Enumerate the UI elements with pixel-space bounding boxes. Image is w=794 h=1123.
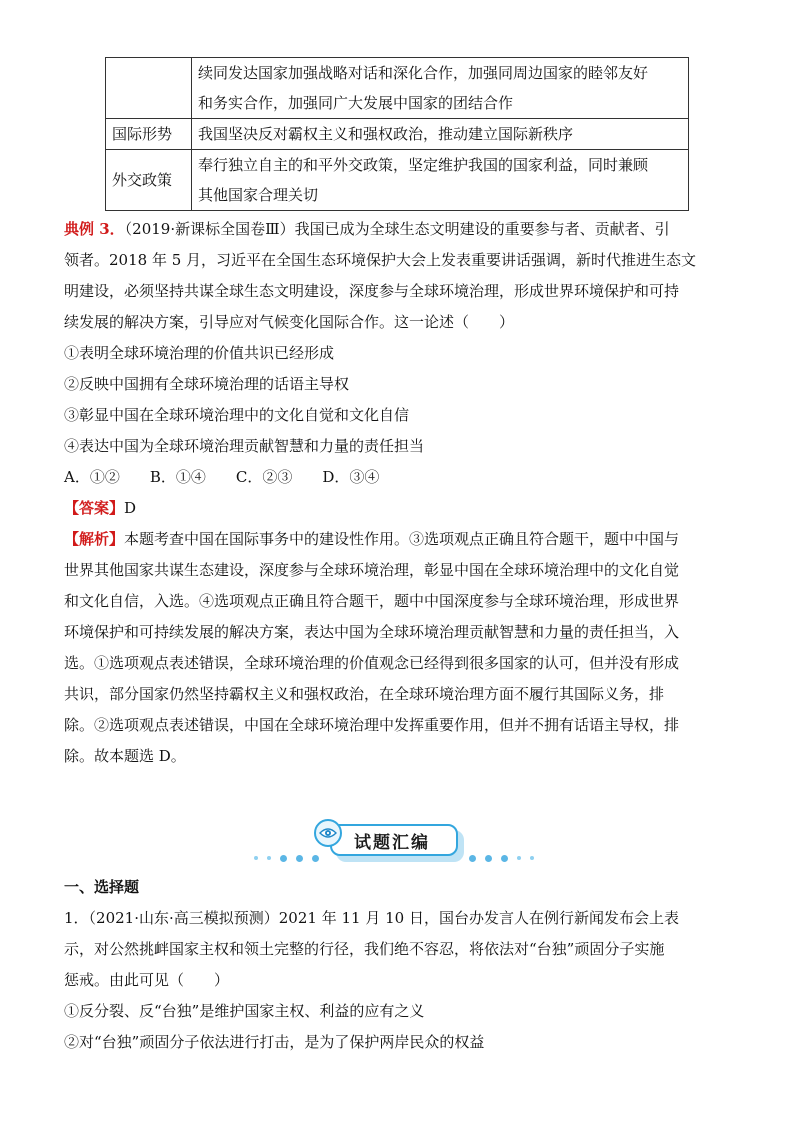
- example-label: 典例 3．: [64, 220, 125, 238]
- option-item: ②对“台独”顽固分子依法进行打击，是为了保护两岸民众的权益: [64, 1033, 485, 1051]
- table-row-key: [106, 58, 192, 119]
- analysis-line: 选。①选项观点表述错误，全球环境治理的价值观念已经得到很多国家的认可，但并没有形成: [64, 654, 680, 672]
- analysis-line: 环境保护和可持续发展的解决方案，表达中国为全球环境治理贡献智慧和力量的责任担当，入: [64, 623, 680, 641]
- analysis-line: 除。②选项观点表述错误，中国在全球环境治理中发挥重要作用，但并不拥有话语主导权，排: [64, 716, 680, 734]
- table-row: [106, 58, 689, 119]
- option-item: ②反映中国拥有全球环境治理的话语主导权: [64, 375, 350, 393]
- table-row-key: 外交政策: [106, 150, 192, 211]
- table-cell-line: 续同发达国家加强战略对话和深化合作，加强同周边国家的睦邻友好: [198, 64, 649, 82]
- eye-icon: [314, 819, 342, 847]
- analysis-line: [64, 524, 724, 555]
- table-row-value: [192, 58, 689, 119]
- table-row: [106, 119, 689, 150]
- table-row-key: 国际形势: [106, 119, 192, 150]
- table-cell-line: 和务实合作，加强同广大发展中国家的团结合作: [198, 94, 514, 112]
- analysis-line: 和文化自信，入选。④选项观点正确且符合题干，题中中国深度参与全球环境治理，形成世界: [64, 592, 680, 610]
- table-row-value: [192, 150, 689, 211]
- example-line: 续发展的解决方案，引导应对气候变化国际合作。这一论述（ ）: [64, 313, 515, 331]
- example-line: [64, 214, 724, 245]
- question-line: 示，对公然挑衅国家主权和领土完整的行径，我们绝不容忍，将依法对“台独”顽固分子实施: [64, 940, 665, 958]
- example-line: 领者。2018 年 5 月，习近平在全国生态环境保护大会上发表重要讲话强调，新时代推进生态文: [64, 251, 697, 269]
- table-row: [106, 150, 689, 211]
- summary-table: [105, 57, 689, 211]
- section-heading: 一、选择题: [64, 878, 140, 896]
- banner-title: 试题汇编: [354, 833, 430, 853]
- option-item: ③彰显中国在全球环境治理中的文化自觉和文化自信: [64, 406, 410, 424]
- option-item: ④表达中国为全球环境治理贡献智慧和力量的责任担当: [64, 437, 425, 455]
- analysis-text: 本题考查中国在国际事务中的建设性作用。③选项观点正确且符合题干，题中中国与: [124, 530, 680, 548]
- table-cell-line: 其他国家合理关切: [198, 186, 319, 204]
- analysis-line: 世界其他国家共谋生态建设，深度参与全球环境治理，彰显中国在全球环境治理中的文化自觉: [64, 561, 680, 579]
- example-question: [64, 214, 724, 772]
- table-cell-line: 奉行独立自主的和平外交政策，坚定维护我国的国家利益，同时兼顾: [198, 156, 649, 174]
- analysis-label: 【解析】: [64, 530, 125, 548]
- question-line: 1．（2021·山东·高三模拟预测）2021 年 11 月 10 日，国台办发言人在例行新闻发布会上表: [64, 909, 679, 927]
- answer-line: [64, 493, 724, 524]
- table-row-value: [192, 119, 689, 150]
- answer-label: 【答案】: [64, 499, 125, 517]
- section-banner: [254, 818, 544, 864]
- analysis-line: 共识，部分国家仍然坚持霸权主义和强权政治，在全球环境治理方面不履行其国际义务，排: [64, 685, 665, 703]
- answer-value: D: [124, 499, 137, 517]
- option-item: ①反分裂、反“台独”是维护国家主权、利益的应有之义: [64, 1002, 425, 1020]
- question-line: 惩戒。由此可见（ ）: [64, 971, 230, 989]
- answer-choices: A．①② B．①④ C．②③ D．③④: [64, 468, 380, 486]
- analysis-line: 除。故本题选 D。: [64, 747, 186, 765]
- table-cell-line: 我国坚决反对霸权主义和强权政治，推动建立国际新秩序: [198, 125, 574, 143]
- choice-section: [64, 872, 724, 1058]
- banner-dots-right: [469, 854, 534, 862]
- banner-dots-left: [254, 854, 319, 862]
- option-item: ①表明全球环境治理的价值共识已经形成: [64, 344, 335, 362]
- example-line: 明建设，必须坚持共谋全球生态文明建设，深度参与全球环境治理，形成世界环境保护和可持: [64, 282, 680, 300]
- example-text: （2019·新课标全国卷Ⅲ）我国已成为全球生态文明建设的重要参与者、贡献者、引: [124, 220, 670, 238]
